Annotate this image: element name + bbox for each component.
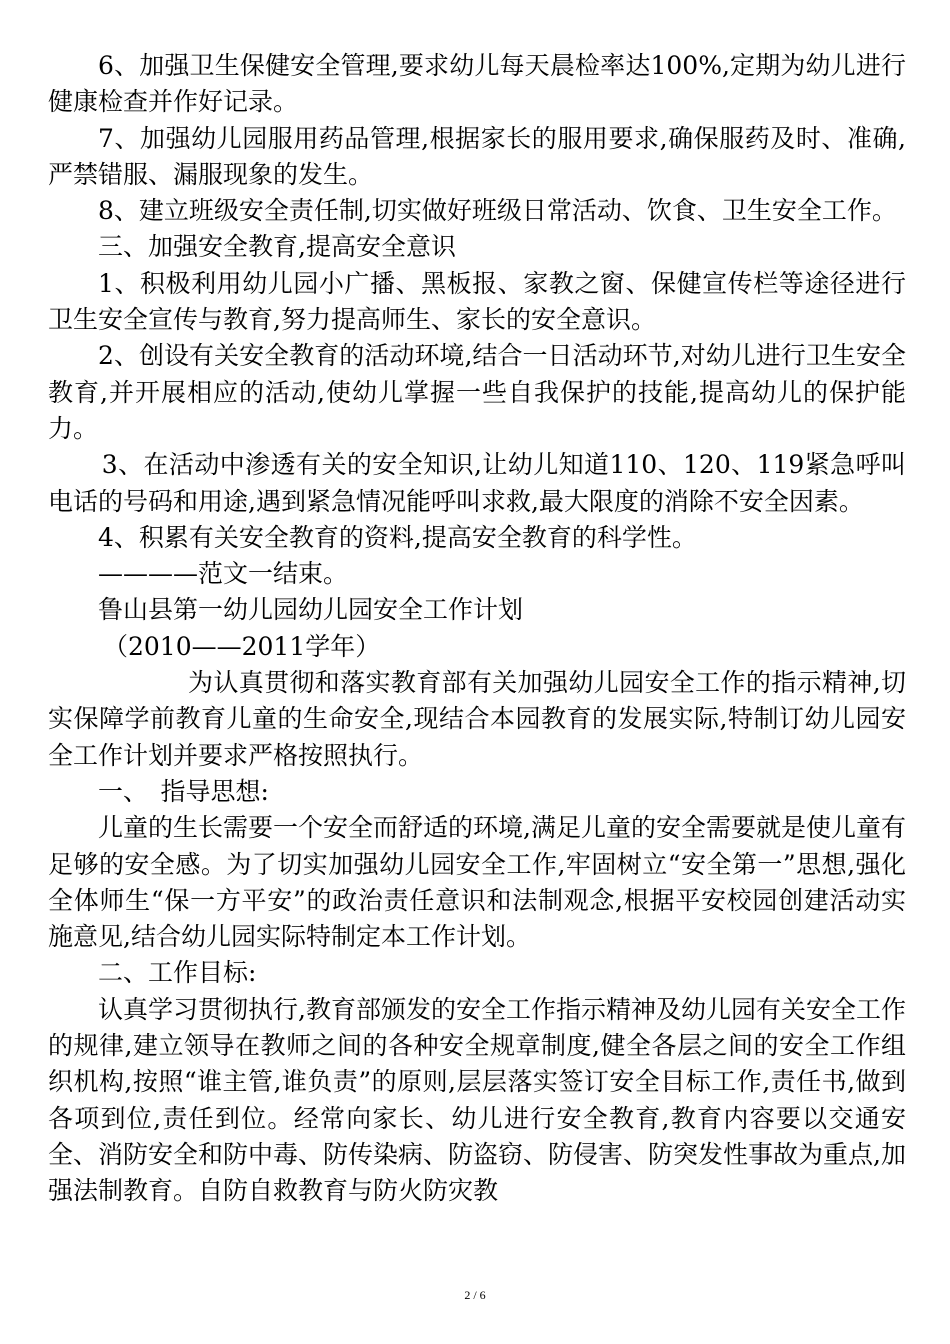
paragraph-item-7: 7、加强幼儿园服用药品管理,根据家长的服用要求,确保服药及时、准确,严禁错服、漏服现象的发生。 — [48, 123, 906, 189]
section-heading-guiding: 一、 指导思想: — [98, 776, 269, 806]
section-heading-3: 三、加强安全教育,提高安全意识 — [98, 232, 456, 262]
sample-end-note: ————范文一结束。 — [98, 559, 349, 589]
paragraph-guiding: 儿童的生长需要一个安全而舒适的环境,满足儿童的安全需要就是使儿童有足够的安全感。为了切实加强幼儿园安全工作,牢固树立“安全第一”思想,强化全体师生“保一方平安”的政治责任意识和法制观念,根据平安校园创建活动实施意见,结合幼儿园实际特制定本工作计划。 — [48, 813, 906, 952]
paragraph-edu-4: 4、积累有关安全教育的资料,提高安全教育的科学性。 — [98, 522, 697, 552]
plan-intro: 为认真贯彻和落实教育部有关加强幼儿园安全工作的指示精神,切实保障学前教育儿童的生命安全,现结合本园教育的发展实际,特制订幼儿园安全工作计划并要求严格按照执行。 — [48, 668, 906, 770]
paragraph-edu-2: 2、创设有关安全教育的活动环境,结合一日活动环节,对幼儿进行卫生安全教育,并开展相应的活动,使幼儿掌握一些自我保护的技能,提高幼儿的保护能力。 — [48, 341, 906, 443]
page-number: 2 / 6 — [464, 1288, 486, 1302]
paragraph-item-6: 6、加强卫生保健安全管理,要求幼儿每天晨检率达100%,定期为幼儿进行健康检查并作好记录。 — [48, 51, 906, 117]
paragraph-edu-3: 3、在活动中渗透有关的安全知识,让幼儿知道110、120、119紧急呼叫电话的号码和用途,遇到紧急情况能呼叫求救,最大限度的消除不安全因素。 — [48, 450, 906, 516]
plan-title: 鲁山县第一幼儿园幼儿园安全工作计划 — [98, 595, 524, 625]
plan-school-year: （2010——2011学年） — [103, 631, 381, 661]
section-heading-goals: 二、工作目标: — [98, 958, 257, 988]
paragraph-item-8: 8、建立班级安全责任制,切实做好班级日常活动、饮食、卫生安全工作。 — [98, 196, 897, 226]
document-page — [48, 48, 906, 1210]
paragraph-edu-1: 1、积极利用幼儿园小广播、黑板报、家教之窗、保健宣传栏等途径进行卫生安全宣传与教育,努力提高师生、家长的安全意识。 — [48, 268, 906, 335]
paragraph-goals: 认真学习贯彻执行,教育部颁发的安全工作指示精神及幼儿园有关安全工作的规律,建立领导在教师之间的各种安全规章制度,健全各层之间的安全工作组织机构,按照“谁主管,谁负责”的原则,层层落实签订安全目标工作,责任书,做到各项到位,责任到位。经常向家长、幼儿进行安全教育,教育内容要以交通安全、消防安全和防中毒、防传染病、防盗窃、防侵害、防突发性事故为重点,加强法制教育。自防自救教育与防火防灾教 — [48, 994, 906, 1206]
